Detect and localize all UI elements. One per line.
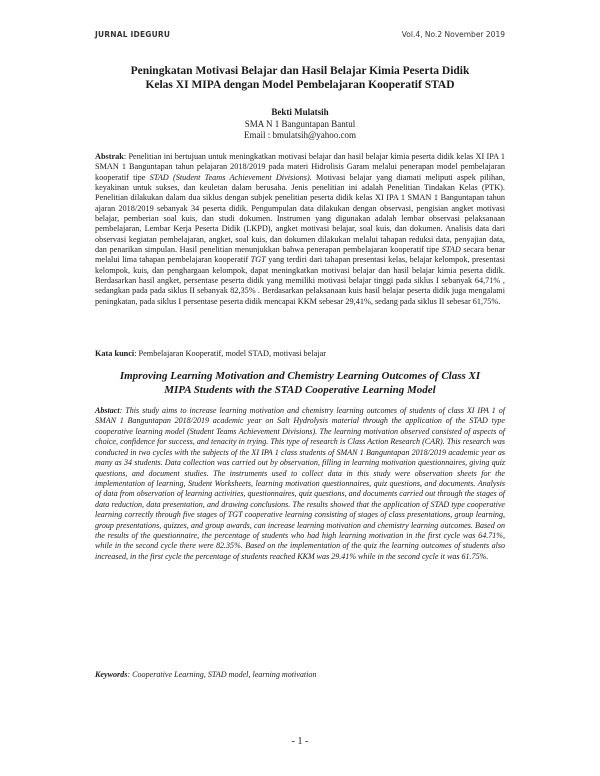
abstract-text-3: secara benar melalui lima tahapan pembelajaran kooperatif bbox=[95, 245, 505, 265]
keywords-text: : Pembelajaran Kooperatif, model STAD, motivasi belajar bbox=[134, 349, 326, 358]
author-name: Bekti Mulatsih bbox=[271, 107, 329, 117]
journal-issue: Vol.4, No.2 November 2019 bbox=[401, 30, 505, 39]
paper-title-english bbox=[95, 369, 505, 397]
keywords-indonesian bbox=[95, 349, 505, 359]
abstract-label: Abstrak bbox=[95, 152, 124, 161]
abstract-text-2: Motivasi belajar yang diamati meliputi aspek pilihan, keyakinan untuk sukses, dan keuletan dalam berusaha. Jenis penelitian ini adalah Penelitian Tindakan Kelas (PTK). Penelitian dilakukan dalam dua siklus dengan subjek penelitian peserta didik kelas XI IPA 1 SMAN 1 Banguntapan tahun ajaran 2018/2019 sebanyak 34 peserta didik. Pengumpulan data dilakukan dengan observasi, pengisian angket motivasi belajar, pemberian soal kuis, dan studi dokumen. Instrumen yang digunakan adalah lembar observasi pelaksanaan pembelajaran, Lembar Kerja Peserta Didik (LKPD), angket motivasi belajar, soal kuis, dan dokumen. Analisis data dari observasi kegiatan pembelajaran, angket, soal kuis, dan dokumen dilakukan melalui tahapan reduksi data, penyajian data, dan penarikan simpulan. Hasil penelitian menunjukkan bahwa penerapan pembelajaran kooperatif tipe bbox=[95, 172, 505, 255]
paper-title-english-line-1: Improving Learning Motivation and Chemistry Learning Outcomes of Class XI bbox=[119, 370, 481, 382]
paper-title bbox=[95, 64, 505, 92]
paper-title-line-2: Kelas XI MIPA dengan Model Pembelajaran Kooperatif STAD bbox=[145, 79, 455, 91]
keywords-english bbox=[95, 670, 505, 680]
abstract-english bbox=[95, 406, 505, 562]
abstract-english-label: Abstact bbox=[95, 406, 120, 415]
keywords-english-label: Keywords bbox=[95, 670, 128, 679]
abstract-italic-1: STAD (Student Teams Achievement Divisions). bbox=[149, 172, 312, 182]
journal-name: JURNAL IDEGURU bbox=[95, 30, 171, 39]
keywords-label: Kata kunci bbox=[95, 349, 135, 358]
abstract-italic-2: STAD bbox=[441, 245, 461, 255]
running-header bbox=[95, 30, 505, 44]
keywords-english-text: : Cooperative Learning, STAD model, learning motivation bbox=[127, 670, 317, 679]
page-number: - 1 - bbox=[291, 736, 309, 747]
author-affiliation: SMA N 1 Banguntapan Bantul bbox=[244, 118, 356, 129]
paper-title-english-line-2: MIPA Students with the STAD Cooperative Learning Model bbox=[164, 384, 436, 396]
paper-title-line-1: Peningkatan Motivasi Belajar dan Hasil Belajar Kimia Peserta Didik bbox=[130, 65, 470, 77]
abstract-english-text: : This study aims to increase learning motivation and chemistry learning outcomes of students of class XI IPA 1 of SMAN 1 Banguntapan 2018/2019 academic year on Salt Hydrolysis material through the application of the STAD type cooperative learning model (Student Teams Achievement Divisions). The learning motivation observed consisted of aspects of choice, confidence for success, and tenacity in trying. This type of research is Class Action Research (CAR). This research was conducted in two cycles with the subjects of the XI IPA 1 class students of SMAN 1 Banguntapan 2018/2019 academic year as many as 34 students. Data collection was carried out by observation, filling in learning motivation questionnaires, giving quiz questions, and document studies. The instruments used to collect data in this study were observation sheets for the implementation of learning, Student Worksheets, learning motivation questionnaires, quiz questions, and documents. Analysis of data from observation of learning activities, questionnaires, quiz questions, and documents carried out through the stages of data reduction, data presentation, and drawing conclusions. The results showed that the application of STAD type cooperative learning correctly through five stages of TGT cooperative learning consisting of stages of class presentations, group learning, group presentations, quizzes, and group awards, can increase learning motivation and chemistry learning outcomes. Based on the results of the questionnaire, the percentage of students who had high learning motivation in the first cycle was 64.71%, while in the second cycle there were 82.35%. Based on the implementation of the quiz the learning outcomes of students also increased, in the first cycle the percentage of students reached KKM was 29.41% while in the second cycle it was 61.75%. bbox=[95, 406, 505, 561]
abstract-indonesian bbox=[95, 152, 505, 307]
abstract-text-1: : Penelitian ini bertujuan untuk meningkatkan motivasi belajar dan hasil belajar kimia peserta didik kelas XI IPA 1 SMAN 1 Banguntapan tahun pelajaran 2018/2019 pada materi Hidrolisis Garam melalui penerapan model pembelajaran kooperatif tipe bbox=[95, 152, 505, 182]
abstract-text-4: yang terdiri dari tahapan presentasi kelas, belajar kelompok, presentasi kelompok, kuis, dan penghargaan kelompok, dapat meningkatkan motivasi belajar dan hasil belajar kimia peserta didik. Berdasarkan hasil angket, persentase peserta didik yang memiliki motivasi belajar tinggi pada siklus I sebanyak 64,71% , sedangkan pada pada siklus II sebanyak 82,35% . Berdasarkan pelaksanaan kuis hasil belajar peserta didik juga mengalami peningkatan, pada siklus I persentase peserta didik mencapai KKM sebesar 29,41%, sedang pada siklus II sebesar 61,75%. bbox=[95, 255, 505, 306]
author-block bbox=[95, 107, 505, 142]
author-email: Email : bmulatsih@yahoo.com bbox=[243, 130, 357, 140]
abstract-italic-3: TGT bbox=[250, 255, 266, 265]
